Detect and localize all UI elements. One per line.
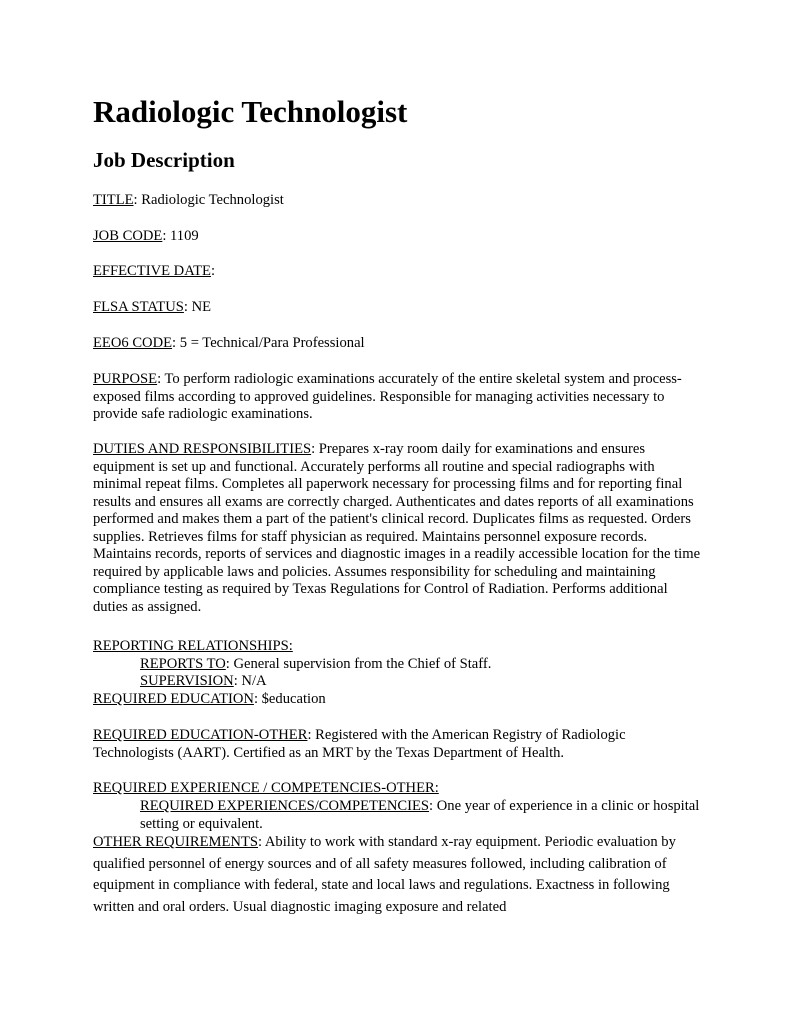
field-required-experiences-competencies-label: REQUIRED EXPERIENCES/COMPETENCIES [140,798,430,814]
field-effective-date [93,263,703,281]
field-flsa-status-label: FLSA STATUS [93,299,184,315]
field-purpose-value: : To perform radiologic examinations accurately of the entire skeletal system and process-exposed films according to approved guidelines. Responsible for managing activities necessary to provide safe radiologic examinations. [93,371,682,422]
field-title [93,192,703,210]
document-subtitle: Job Description [93,148,235,172]
field-required-experiences-competencies-value: : One year of experience in a clinic or hospital setting or equivalent. [140,798,700,832]
field-title-label: TITLE [93,192,134,208]
field-eeo6-code-value: : 5 = Technical/Para Professional [172,335,365,351]
field-job-code [93,228,703,246]
field-reporting-relationships [93,638,703,656]
field-flsa-status-value: : NE [183,299,212,315]
document-title: Radiologic Technologist [93,94,408,129]
field-title-value: : Radiologic Technologist [133,192,284,208]
field-other-requirements [93,832,703,919]
field-job-code-label: JOB CODE [93,228,163,244]
field-eeo6-code-label: EEO6 CODE [93,335,173,351]
field-supervision-value: : N/A [233,673,267,689]
field-effective-date-value: : [210,263,216,279]
field-required-education [93,691,703,709]
field-flsa-status [93,299,703,317]
field-required-experience [93,780,703,798]
field-supervision [140,673,703,691]
field-reports-to-label: REPORTS TO [140,656,226,672]
field-purpose-label: PURPOSE [93,371,158,387]
field-other-requirements-value: : Ability to work with standard x-ray equipment. Periodic evaluation by qualified personnel of energy sources and of all safety measures followed, including calibration of equipment in compliance with federal, state and local laws and regulations. Exactness in following written and oral orders. Usual diagnostic imaging exposure and related [93,834,676,916]
field-required-experience-label: REQUIRED EXPERIENCE / COMPETENCIES-OTHER: [93,780,439,796]
field-duties-label: DUTIES AND RESPONSIBILITIES [93,441,312,457]
field-reporting-relationships-label: REPORTING RELATIONSHIPS: [93,638,293,654]
field-required-education-value: : $education [253,691,326,707]
field-reports-to-value: : General supervision from the Chief of Staff. [225,656,492,672]
field-required-education-other-label: REQUIRED EDUCATION-OTHER [93,727,308,743]
field-required-experiences-competencies [140,798,703,833]
field-supervision-label: SUPERVISION [140,673,234,689]
field-eeo6-code [93,335,703,353]
field-purpose [93,371,703,424]
field-duties [93,441,703,616]
field-duties-value: : Prepares x-ray room daily for examinations and ensures equipment is set up and functional. Accurately performs all routine and special radiographs with minimal repeat films. Completes all paperwork necessary for processing films and for reporting final results and ensures all exams are correctly charged. Authenticates and dates reports of all examinations performed and makes them a part of the patient's clinical record. Duplicates films as requested. Orders supplies. Retrieves films for staff physician as required. Maintains personnel exposure records. Maintains records, reports of services and diagnostic images in a readily accessible location for the time required by applicable laws and policies. Assumes responsibility for scheduling and maintaining compliance testing as required by Texas Regulations for Control of Radiation. Performs additional duties as assigned. [93,441,701,615]
field-required-education-label: REQUIRED EDUCATION [93,691,254,707]
field-job-code-value: : 1109 [162,228,199,244]
field-reports-to [140,656,703,674]
field-required-education-other [93,727,703,762]
field-other-requirements-label: OTHER REQUIREMENTS [93,834,258,850]
field-required-education-other-value: : Registered with the American Registry of Radiologic Technologists (AART). Certified as an MRT by the Texas Department of Health. [93,727,626,761]
field-effective-date-label: EFFECTIVE DATE [93,263,211,279]
